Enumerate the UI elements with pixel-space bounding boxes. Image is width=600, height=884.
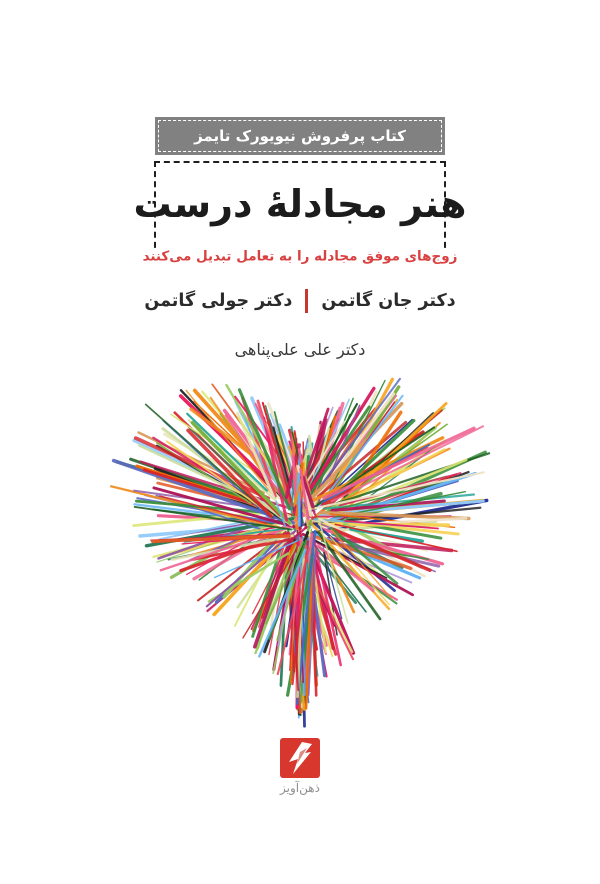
title-box — [133, 161, 467, 265]
bestseller-badge-label: کتاب پرفروش نیویورک تایمز — [194, 127, 406, 145]
authors-line — [0, 289, 600, 313]
publisher-name: ذهن‌آویز — [280, 781, 320, 795]
bestseller-badge — [155, 117, 445, 155]
author-name-second: دکتر جولی گاتمن — [144, 291, 293, 311]
publisher-logo-icon — [280, 738, 320, 778]
book-subtitle: زوج‌های موفق مجادله را به تعامل تبدیل می‌کنند — [134, 248, 467, 264]
author-separator-bar — [305, 289, 308, 313]
book-title: هنر مجادلهٔ درست — [133, 181, 467, 226]
bestseller-badge-frame — [158, 120, 442, 152]
translator-line: دکتر علی علی‌پناهی — [234, 340, 366, 359]
publisher-block — [0, 738, 600, 795]
author-name-first: دکتر جان گاتمن — [321, 291, 456, 311]
